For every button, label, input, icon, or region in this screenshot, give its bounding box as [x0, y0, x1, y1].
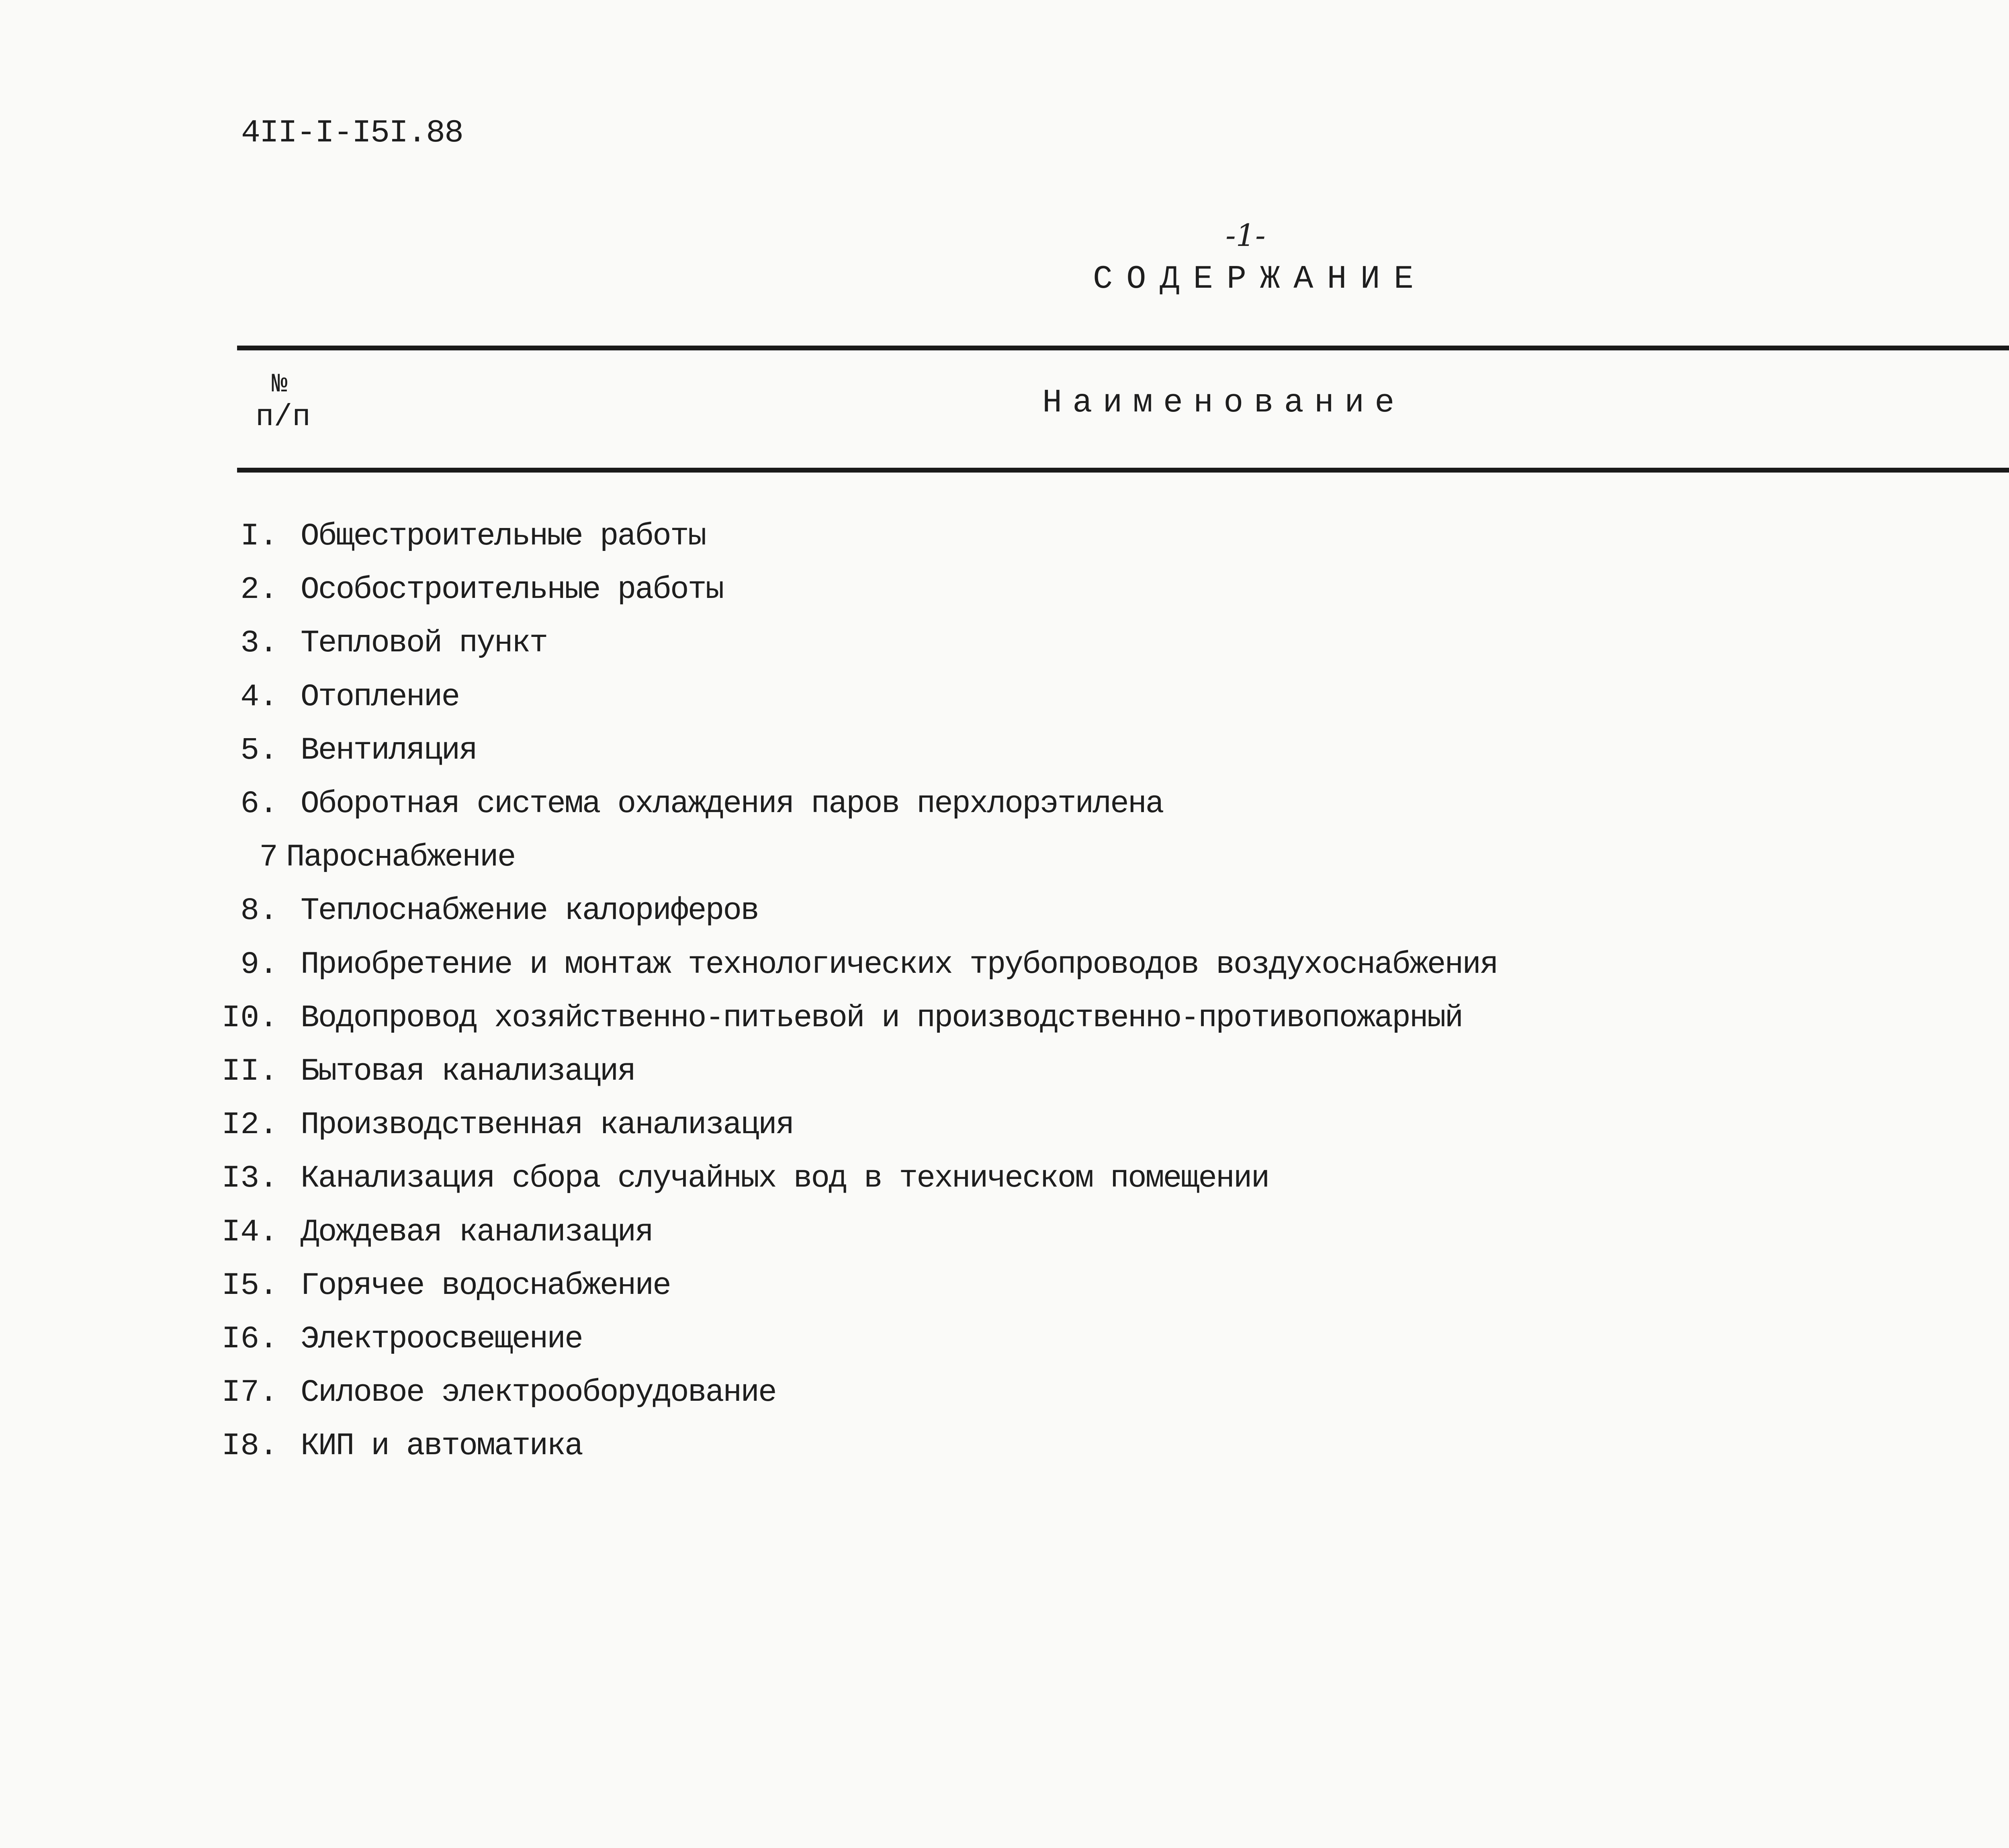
row-name: Бытовая канализация	[301, 1054, 635, 1089]
table-row	[0, 521, 2009, 565]
row-name: Силовое электрооборудование	[301, 1375, 776, 1410]
row-name: Оборотная система охлаждения паров перхлорэтилена	[301, 786, 1163, 822]
row-name: Электроосвещение	[301, 1322, 582, 1357]
page-title: СОДЕРЖАНИЕ	[1093, 260, 1428, 298]
row-number: 9.	[240, 947, 278, 982]
table-row	[0, 1217, 2009, 1261]
table-row	[0, 735, 2009, 779]
table-row	[0, 1324, 2009, 1368]
row-number: I6.	[221, 1322, 278, 1357]
table-row	[0, 1056, 2009, 1100]
row-name: Отопление	[301, 679, 459, 715]
row-name: Водопровод хозяйственно-питьевой и производственно-противопожарный	[301, 1001, 1463, 1036]
table-row	[0, 1377, 2009, 1421]
table-row	[0, 1003, 2009, 1047]
row-number: II.	[221, 1054, 278, 1089]
table-row	[0, 842, 2009, 886]
document-code: 4II-I-I5I.88	[241, 115, 463, 151]
table-row	[0, 1428, 2009, 1475]
table-row	[0, 1109, 2009, 1154]
row-number: I4.	[221, 1215, 278, 1250]
table-row	[0, 681, 2009, 726]
table-top-rule	[237, 346, 2009, 350]
row-name: Особостроительные работы	[301, 572, 723, 608]
row-name: Вентиляция	[301, 733, 477, 768]
row-name: Тепловой пункт	[301, 626, 547, 661]
row-number: 8.	[240, 893, 278, 929]
row-name: Производственная канализация	[301, 1107, 794, 1143]
row-name: Дождевая канализация	[301, 1215, 653, 1250]
row-number: I2.	[221, 1107, 278, 1143]
table-row	[0, 1270, 2009, 1314]
row-number: 4.	[240, 679, 278, 715]
table-row	[0, 895, 2009, 939]
page-number: -1-	[1225, 217, 1266, 253]
table-row	[0, 1163, 2009, 1207]
row-name: Пароснабжение	[286, 840, 515, 875]
row-number: I0.	[221, 1001, 278, 1036]
row-number: I3.	[221, 1161, 278, 1196]
row-name: Общестроительные работы	[301, 519, 706, 554]
table-row	[0, 574, 2009, 618]
row-number: 2.	[240, 572, 278, 608]
table-row	[0, 628, 2009, 672]
row-number: 3.	[240, 626, 278, 661]
row-number: I.	[240, 519, 278, 554]
row-number: I8.	[221, 1428, 278, 1464]
row-number: 7	[259, 840, 278, 875]
header-number-sign: №	[272, 369, 288, 399]
header-name: Наименование	[1042, 384, 1405, 422]
row-name: Приобретение и монтаж технологических трубопроводов воздухоснабжения	[301, 947, 1498, 982]
row-number: I7.	[221, 1375, 278, 1410]
row-name: Теплоснабжение калориферов	[301, 893, 758, 929]
header-number: п/п	[256, 400, 311, 434]
row-name: Канализация сбора случайных вод в техническом помещении	[301, 1161, 1269, 1196]
row-name: КИП и автоматика	[301, 1428, 582, 1464]
table-row	[0, 788, 2009, 833]
table-header-rule	[237, 468, 2009, 473]
row-number: I5.	[221, 1268, 278, 1304]
row-number: 6.	[240, 786, 278, 822]
table-row	[0, 949, 2009, 993]
row-number: 5.	[240, 733, 278, 768]
row-name: Горячее водоснабжение	[301, 1268, 670, 1304]
